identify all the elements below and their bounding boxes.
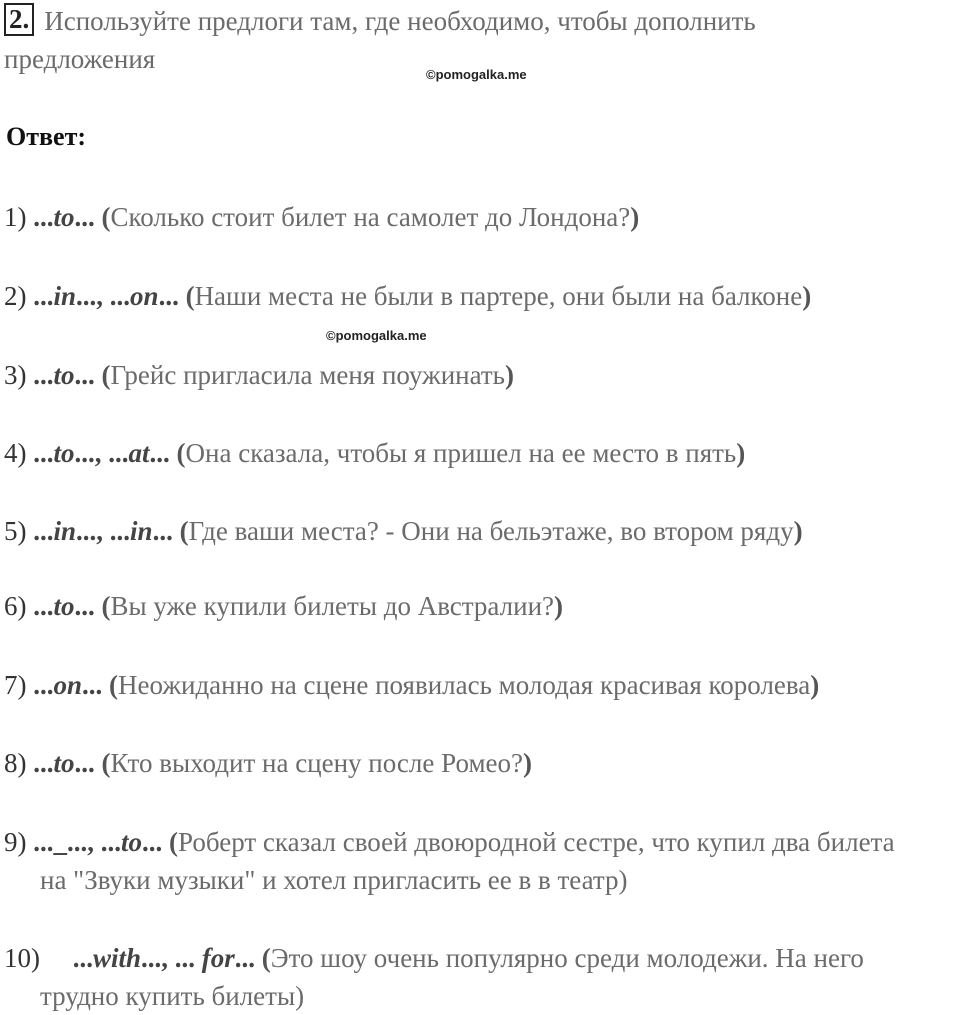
item-translation: Где ваши места? - Они на бельэтаже, во втором ряду: [188, 516, 794, 546]
item-prepositions: ...to..., ...at...: [33, 438, 170, 468]
item-prepositions: ...with..., ... for...: [72, 943, 256, 973]
answer-item: 7) ...on... (Неожиданно на сцене появилась молодая красивая королева): [4, 670, 820, 700]
item-number: 9): [4, 827, 27, 857]
item-translation: Кто выходит на сцену после Ромео?: [110, 748, 524, 778]
item-number: 4): [4, 438, 27, 468]
item-prepositions: ...to...: [33, 591, 95, 621]
task-number: 2.: [4, 3, 34, 36]
answer-item: 1) ...to... (Сколько стоит билет на самолет до Лондона?): [4, 202, 640, 232]
watermark: ©pomogalka.me: [426, 67, 527, 82]
watermark: ©pomogalka.me: [326, 328, 427, 343]
item-number: 7): [4, 670, 27, 700]
item-number: 1): [4, 202, 27, 232]
item-translation: Вы уже купили билеты до Австралии?: [110, 591, 554, 621]
item-prepositions: ..._..., ...to...: [33, 827, 163, 857]
item-prepositions: ...in..., ...in...: [33, 516, 173, 546]
answer-item-continuation: трудно купить билеты): [40, 981, 305, 1011]
item-translation: Она сказала, чтобы я пришел на ее место в пять: [185, 438, 737, 468]
item-translation: Наши места не были в партере, они были на балконе: [194, 281, 803, 311]
item-prepositions: ...on...: [33, 670, 103, 700]
item-translation: Сколько стоит билет на самолет до Лондона?: [110, 202, 631, 232]
item-translation-continued: трудно купить билеты: [40, 981, 296, 1011]
answer-item: 2) ...in..., ...on... (Наши места не были в партере, они были на балконе): [4, 281, 812, 311]
item-translation: Неожиданно на сцене появилась молодая красивая королева: [118, 670, 811, 700]
item-prepositions: ...to...: [33, 202, 95, 232]
item-number: 3): [4, 360, 27, 390]
item-translation: Роберт сказал своей двоюродной сестре, что купил два билета: [178, 827, 895, 857]
answer-item: 3) ...to... (Грейс пригласила меня поужинать): [4, 360, 514, 390]
item-translation-continued: на "Звуки музыки" и хотел пригласить ее в в театр: [40, 865, 619, 895]
item-number: 10): [4, 943, 40, 973]
item-prepositions: ...in..., ...on...: [33, 281, 179, 311]
answer-item: 9) ..._..., ...to... (Роберт сказал своей двоюродной сестре, что купил два билета: [4, 827, 895, 857]
item-number: 5): [4, 516, 27, 546]
answer-item: 5) ...in..., ...in... (Где ваши места? - Они на бельэтаже, во втором ряду): [4, 516, 803, 546]
item-number: 2): [4, 281, 27, 311]
answer-item: 10) ...with..., ... for... (Это шоу очень популярно среди молодежи. На него: [4, 943, 864, 973]
answer-item: 8) ...to... (Кто выходит на сцену после Ромео?): [4, 748, 533, 778]
task-instruction-line2: предложения: [4, 44, 156, 74]
item-prepositions: ...to...: [33, 360, 95, 390]
answer-label: Ответ:: [6, 122, 87, 151]
item-translation: Это шоу очень популярно среди молодежи. На него: [270, 943, 864, 973]
task-instruction-line1: Используйте предлоги там, где необходимо, чтобы дополнить: [44, 6, 756, 36]
item-prepositions: ...to...: [33, 748, 95, 778]
item-number: 8): [4, 748, 27, 778]
answer-item: 6) ...to... (Вы уже купили билеты до Австралии?): [4, 591, 563, 621]
item-number: 6): [4, 591, 27, 621]
item-translation: Грейс пригласила меня поужинать: [110, 360, 505, 390]
answer-item-continuation: на "Звуки музыки" и хотел пригласить ее в в театр): [40, 865, 628, 895]
answer-item: 4) ...to..., ...at... (Она сказала, чтобы я пришел на ее место в пять): [4, 438, 746, 468]
